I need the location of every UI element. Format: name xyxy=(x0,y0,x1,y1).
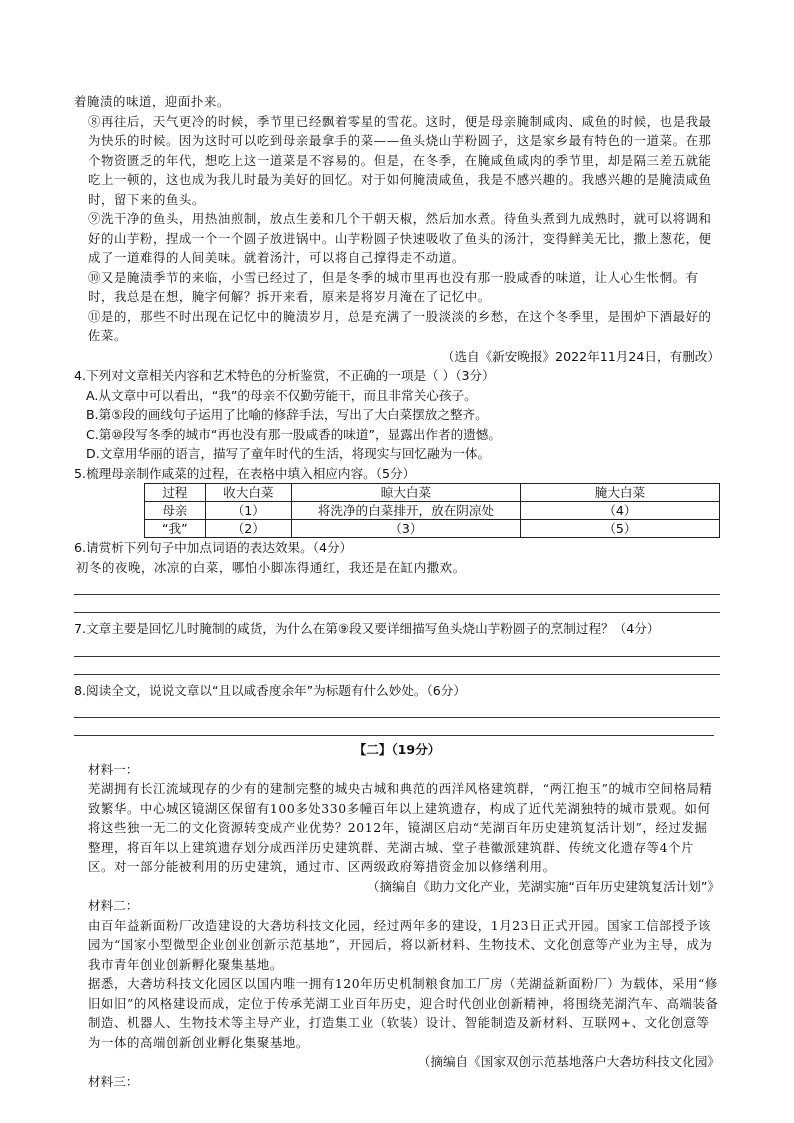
material-1-source: （摘编自《助力文化产业，芜湖实施“百年历史建筑复活计划”》 xyxy=(366,878,720,894)
question-6-sentence: 初冬的夜晚，冰凉的白菜，哪怕小脚冻得通红，我还是在缸内撒欢。 xyxy=(76,559,466,575)
answer-line[interactable] xyxy=(74,577,720,595)
table-cell: （1） xyxy=(205,502,291,520)
paragraph-continuation: 着腌渍的味道，迎面扑来。 xyxy=(74,94,230,109)
answer-line[interactable] xyxy=(74,718,714,736)
paragraph-9: ⑨洗干净的鱼头，用热油煎制，放点生姜和几个干朝天椒，然后加水煮。待鱼头煮到九成熟时，就可以将调和好的山芋粉，捏成一个一个圆子放进锅中。山芋粉圆子快速吸收了鱼头的汤汁，变得鲜美无比，撒上葱花，便成了一道难得的人间美味。就着汤汁，可以将自己撑得走不动道。 xyxy=(88,211,712,265)
table-row xyxy=(145,520,720,538)
table-cell: 腌大白菜 xyxy=(520,484,719,502)
material-2-text-a: 由百年益新面粉厂改造建设的大砻坊科技文化园，经过两年多的建设，1月23日正式开园。国家工信部授予该园为“国家小型微型企业创业创新示范基地”，开园后，将以新材料、生物技术、文化创意等产业为主导，成为我市青年创业创新孵化聚集基地。 xyxy=(88,917,713,972)
answer-line[interactable] xyxy=(74,657,720,675)
table-cell: （4） xyxy=(520,502,719,520)
table-header-row xyxy=(145,484,720,502)
question-6: 6.请赏析下列句子中加点词语的表达效果。（4分） xyxy=(74,540,353,555)
material-2-text-b: 据悉，大砻坊科技文化园区以国内唯一拥有120年历史机制粮食加工厂房（芜湖益新面粉厂）为载体，采用“修旧如旧”的风格建设而成，定位于传承芜湖工业百年历史，迎合时代创业创新精神，将围绕芜湖汽车、高端装备制造、机器人、生物技术等主导产业，打造集工业（软装）设计、智能制造及新材料、互联网+、文化创意等为一体的高端创新创业孵化集聚基地。 xyxy=(88,976,719,1050)
table-cell: 晾大白菜 xyxy=(292,484,521,502)
section-2-title: 【二】（19分） xyxy=(353,742,441,757)
material-2-label: 材料二： xyxy=(88,898,139,913)
option-a: A.从文章中可以看出，“我”的母亲不仅勤劳能干，而且非常关心孩子。 xyxy=(86,387,477,403)
article-source: （选自《新安晚报》2022年11月24日，有删改） xyxy=(441,348,720,364)
paragraph-10: ⑩又是腌渍季节的来临，小雪已经过了，但是冬季的城市里再也没有那一股咸香的味道，让人心生怅惘。有时，我总是在想，腌字何解？拆开来看，原来是将岁月淹在了记忆中。 xyxy=(88,269,699,304)
process-table xyxy=(144,483,720,538)
material-2-source: （摘编自《国家双创示范基地落户大砻坊科技文化园》 xyxy=(417,1054,720,1069)
option-c: C.第⑩段写冬季的城市“再也没有那一股咸香的味道”，显露出作者的遗憾。 xyxy=(86,426,501,442)
option-d: D.文章用华丽的语言，描写了童年时代的生活，将现实与回忆融为一体。 xyxy=(86,446,491,461)
table-cell: （3） xyxy=(292,520,521,538)
question-5: 5.梳理母亲制作咸菜的过程，在表格中填入相应内容。（5分） xyxy=(74,465,416,481)
material-1-text: 芜湖拥有长江流域现存的少有的建制完整的城央古城和典范的西洋风格建筑群，“两江抱玉”的城市空间格局精致繁华。中心城区镜湖区保留有100多处330多幢百年以上建筑遗存，构成了近代芜湖独特的城市景观。如何将这些独一无二的文化资源转变成产业优势？2012年，镜湖区启动“芜湖百年历史建筑复活计划”，经过发掘整理，将百年以上建筑遗存划分成西洋历史建筑群、芜湖古城、堂子巷徽派建筑群、传统文化遗存等4个片区。对一部分能被利用的历史建筑，通过市、区两级政府筹措资金加以修缮利用。 xyxy=(88,781,713,874)
table-row xyxy=(145,502,720,520)
table-cell: 将洗净的白菜排开，放在阴凉处 xyxy=(292,502,521,520)
table-cell: （5） xyxy=(520,520,719,538)
material-1-label: 材料一： xyxy=(88,761,139,777)
paragraph-8: ⑧再往后，天气更冷的时候，季节里已经飘着零星的雪花。这时，便是母亲腌制咸肉、咸鱼的时候，也是我最为快乐的时候。因为这时可以吃到母亲最拿手的菜——鱼头烧山芋粉圆子，这是家乡最有特色的一道菜。在那个物资匮乏的年代，想吃上这一道菜是不容易的。但是，在冬季，在腌咸鱼咸肉的季节里，却是隔三差五就能吃上一顿的，这也成为我儿时最为美好的回忆。对于如何腌渍咸鱼，我是不感兴趣的。我感兴趣的是腌渍咸鱼时，留下来的鱼头。 xyxy=(88,113,712,207)
table-cell: （2） xyxy=(205,520,291,538)
question-7: 7.文章主要是回忆儿时腌制的咸货，为什么在第⑨段又要详细描写鱼头烧山芋粉圆子的烹制过程？（4分） xyxy=(74,621,660,636)
paragraph-11: ⑪是的，那些不时出现在记忆中的腌渍岁月，总是充满了一股淡淡的乡愁，在这个冬季里，是围炉下酒最好的佐菜。 xyxy=(88,308,712,343)
question-4: 4.下列对文章相关内容和艺术特色的分析鉴赏，不正确的一项是（ ）（3分） xyxy=(74,368,495,383)
answer-line[interactable] xyxy=(74,595,720,613)
table-cell: 过程 xyxy=(145,484,206,502)
question-8: 8.阅读全文，说说文章以“且以咸香度余年”为标题有什么妙处。（6分） xyxy=(74,682,466,698)
table-cell: “我” xyxy=(145,520,206,538)
table-cell: 母亲 xyxy=(145,502,206,520)
answer-line[interactable] xyxy=(74,639,720,657)
option-b: B.第⑤段的画线句子运用了比喻的修辞手法，写出了大白菜摆放之整齐。 xyxy=(86,407,488,422)
answer-line[interactable] xyxy=(74,700,720,718)
material-3-label: 材料三： xyxy=(88,1073,139,1089)
table-cell: 收大白菜 xyxy=(205,484,291,502)
page-content xyxy=(74,92,720,1091)
